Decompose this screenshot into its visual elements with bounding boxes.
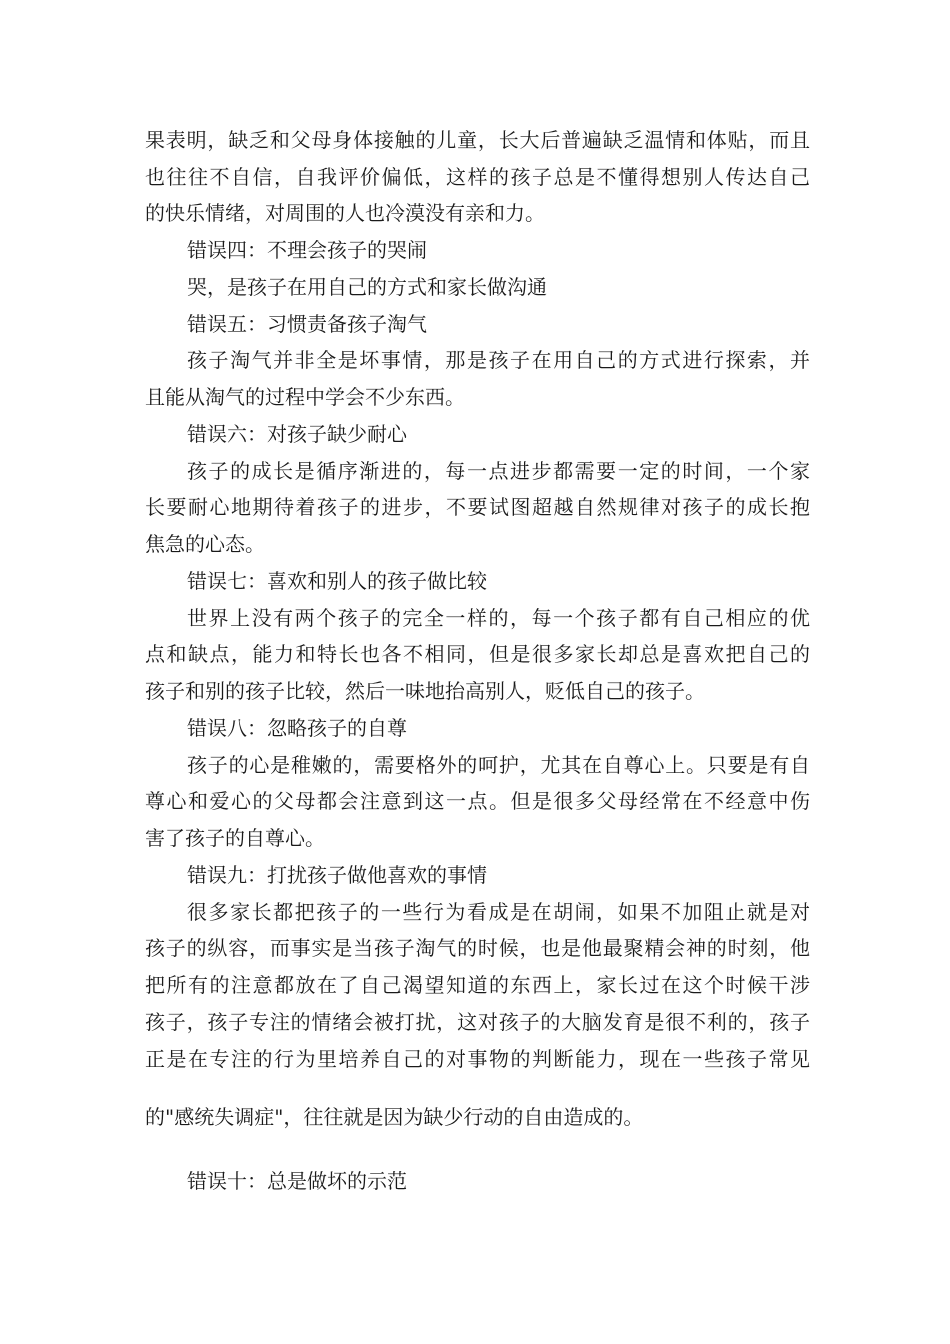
- text-line: 也往往不自信，自我评价偏低，这样的孩子总是不懂得想别人传达自己: [145, 165, 810, 189]
- text-line: 很多家长都把孩子的一些行为看成是在胡闹，如果不加阻止就是对: [187, 900, 810, 924]
- text-line: 孩子的成长是循序渐进的，每一点进步都需要一定的时间，一个家: [187, 459, 810, 483]
- text-line: 的快乐情绪，对周围的人也冷漠没有亲和力。: [145, 201, 545, 225]
- text-line: 害了孩子的自尊心。: [145, 826, 325, 850]
- text-line: 的"感统失调症"，往往就是因为缺少行动的自由造成的。: [145, 1105, 644, 1129]
- text-line: 孩子，孩子专注的情绪会被打扰，这对孩子的大脑发育是很不利的，孩子: [145, 1010, 810, 1034]
- text-line: 正是在专注的行为里培养自己的对事物的判断能力，现在一些孩子常见: [145, 1047, 810, 1071]
- text-line: 且能从淘气的过程中学会不少东西。: [145, 385, 465, 409]
- text-line: 孩子和别的孩子比较，然后一味地抬高别人，贬低自己的孩子。: [145, 679, 705, 703]
- text-line: 果表明，缺乏和父母身体接触的儿童，长大后普遍缺乏温情和体贴，而且: [145, 128, 810, 152]
- text-line: 孩子淘气并非全是坏事情，那是孩子在用自己的方式进行探索，并: [187, 348, 810, 372]
- section-heading: 错误九：打扰孩子做他喜欢的事情: [187, 863, 487, 887]
- section-heading: 错误四：不理会孩子的哭闹: [187, 238, 427, 262]
- section-heading: 错误八：忽略孩子的自尊: [187, 716, 407, 740]
- text-line: 焦急的心态。: [145, 532, 265, 556]
- text-line: 世界上没有两个孩子的完全一样的，每一个孩子都有自己相应的优: [187, 606, 810, 630]
- text-line: 点和缺点，能力和特长也各不相同，但是很多家长却总是喜欢把自己的: [145, 642, 810, 666]
- text-line: 尊心和爱心的父母都会注意到这一点。但是很多父母经常在不经意中伤: [145, 789, 810, 813]
- section-heading: 错误五：习惯责备孩子淘气: [187, 312, 427, 336]
- section-heading: 错误十：总是做坏的示范: [187, 1169, 407, 1193]
- text-line: 哭，是孩子在用自己的方式和家长做沟通: [187, 275, 547, 299]
- section-heading: 错误六：对孩子缺少耐心: [187, 422, 407, 446]
- text-line: 长要耐心地期待着孩子的进步，不要试图超越自然规律对孩子的成长抱: [145, 495, 810, 519]
- section-heading: 错误七：喜欢和别人的孩子做比较: [187, 569, 487, 593]
- text-line: 孩子的心是稚嫩的，需要格外的呵护，尤其在自尊心上。只要是有自: [187, 753, 810, 777]
- text-line: 孩子的纵容，而事实是当孩子淘气的时候，也是他最聚精会神的时刻，他: [145, 936, 810, 960]
- text-line: 把所有的注意都放在了自己渴望知道的东西上，家长过在这个时候干涉: [145, 973, 810, 997]
